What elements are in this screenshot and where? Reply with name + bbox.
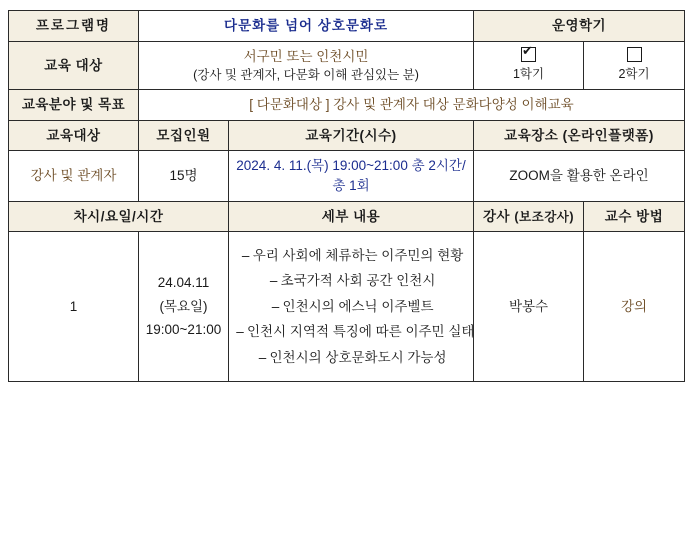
table-row-program xyxy=(9,11,685,42)
schedule-lecturer-label-line1: 강사 xyxy=(483,208,511,224)
detail-period-label: 교육기간(시수) xyxy=(229,120,474,151)
table-row-detail-header xyxy=(9,120,685,151)
session-1-date: 24.04.11 xyxy=(157,275,210,291)
semester-2-label: 2학기 xyxy=(618,67,650,82)
semester-label: 운영학기 xyxy=(474,11,685,42)
target-line2: (강사 및 관계자, 다문화 이해 관심있는 분) xyxy=(193,68,419,83)
detail-place-label-line1: 교육장소 xyxy=(504,127,559,143)
field-goal-label-line2: 및 목표 xyxy=(80,97,126,113)
session-1-day: (목요일) xyxy=(159,298,208,314)
table-row-target xyxy=(9,41,685,90)
target-label: 교육 대상 xyxy=(9,41,139,90)
detail-period-line1: 2024. 4. 11.(목) 19:00~21:00 xyxy=(236,158,408,174)
session-1-datetime xyxy=(139,232,229,382)
list-item: – 인천시 지역적 특징에 따른 이주민 실태 xyxy=(236,324,475,340)
detail-capacity-label: 모집인원 xyxy=(139,120,229,151)
list-item: – 초국가적 사회 공간 인천시 xyxy=(269,273,436,289)
schedule-session-label: 차시/요일/시간 xyxy=(9,201,229,232)
session-1-number: 1 xyxy=(9,232,139,382)
schedule-method-label-line2: 방법 xyxy=(636,208,664,224)
table-row-schedule-header xyxy=(9,201,685,232)
detail-period-value xyxy=(229,151,474,201)
detail-place-value: ZOOM을 활용한 온라인 xyxy=(474,151,685,201)
session-1-contents xyxy=(229,232,474,382)
schedule-method-label-line1: 교수 xyxy=(604,208,632,224)
table-row-detail-values xyxy=(9,151,685,201)
field-goal-value: [ 다문화대상 ] 강사 및 관계자 대상 문화다양성 이해교육 xyxy=(139,90,685,121)
detail-place-label-line2: (온라인플랫폼) xyxy=(562,127,654,143)
list-item: – 우리 사회에 체류하는 이주민의 현황 xyxy=(241,247,464,263)
semester-2-cell[interactable] xyxy=(584,41,685,90)
semester-1-cell[interactable] xyxy=(474,41,584,90)
field-goal-label-line1: 교육분야 xyxy=(21,97,77,113)
session-1-time: 19:00~21:00 xyxy=(145,322,222,338)
list-item: – 인천시의 에스닉 이주벨트 xyxy=(271,298,434,314)
target-line1: 서구민 또는 인천시민 xyxy=(243,48,369,64)
table-row-session-1 xyxy=(9,232,685,382)
schedule-content-label: 세부 내용 xyxy=(229,201,474,232)
checkbox-icon-semester-2[interactable] xyxy=(627,47,642,62)
detail-place-label xyxy=(474,120,685,151)
detail-capacity-value: 15명 xyxy=(139,151,229,201)
checkbox-icon-semester-1[interactable] xyxy=(521,47,536,62)
program-plan-table xyxy=(8,10,685,382)
schedule-lecturer-label-line2: (보조강사) xyxy=(514,209,575,224)
semester-1-label: 1학기 xyxy=(512,67,545,82)
schedule-method-label xyxy=(584,201,685,232)
session-1-method: 강의 xyxy=(584,232,685,382)
detail-target-label: 교육대상 xyxy=(9,120,139,151)
program-title: 다문화를 넘어 상호문화로 xyxy=(139,11,474,42)
session-1-lecturer: 박봉수 xyxy=(474,232,584,382)
detail-target-value-line2: 관계자 xyxy=(77,168,117,184)
program-name-label: 프로그램명 xyxy=(9,11,139,42)
detail-period-line2: 총 2시간/총 1회 xyxy=(332,158,466,193)
detail-target-value xyxy=(9,151,139,201)
table-row-field-goal xyxy=(9,90,685,121)
target-value xyxy=(139,41,474,90)
list-item: – 인천시의 상호문화도시 가능성 xyxy=(258,349,447,365)
field-goal-label xyxy=(9,90,139,121)
detail-target-value-line1: 강사 및 xyxy=(30,168,74,184)
schedule-lecturer-label xyxy=(474,201,584,232)
